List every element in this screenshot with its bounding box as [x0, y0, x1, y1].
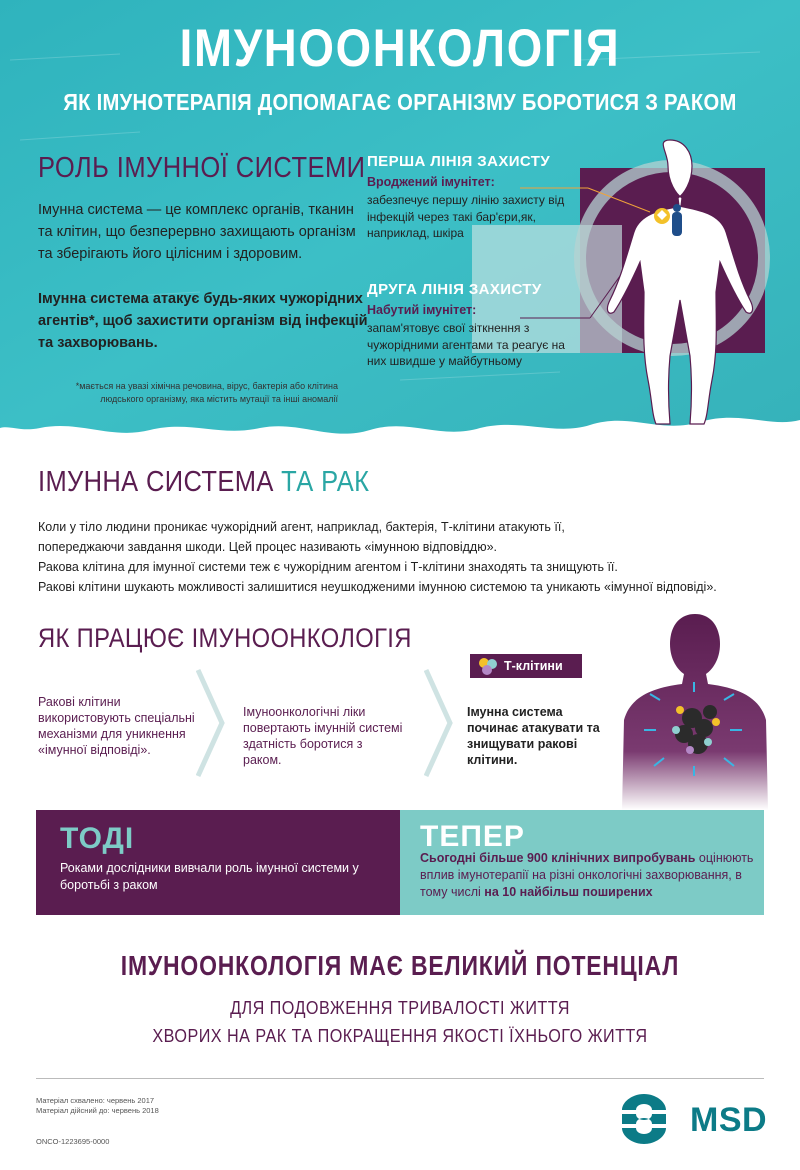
footer-divider: [36, 1078, 764, 1079]
now-text-bold-1: Сьогодні більше 900 клінічних випробувань: [420, 851, 696, 865]
cancer-title-part2: ТА РАК: [281, 466, 370, 498]
now-panel: [400, 810, 764, 915]
second-line-text: запам'ятовує свої зіткнення з чужорідними агентами та реагує на них швидше у майбутньому: [367, 321, 565, 368]
now-text-middle: оцінюють вплив імунотерапії на різні онкологічні захворювання, в тому числі: [420, 851, 754, 899]
now-text: [420, 850, 755, 901]
cancer-paragraph-2: Ракова клітина для імунної системи теж є чужорідним агентом і Т-клітини знаходять та знищують її.: [38, 560, 618, 574]
then-panel: [36, 810, 400, 915]
footer-valid: Матеріал дійсний до: червень 2018: [36, 1106, 159, 1115]
then-text: Роками дослідники вивчали роль імунної системи у боротьбі з раком: [60, 861, 359, 892]
cancer-paragraph-3: Ракові клітини шукають можливості залишитися неушкодженими імунною системою та уникають «імунної відповіді».: [38, 580, 717, 594]
how-section-title: ЯК ПРАЦЮЄ ІМУНООНКОЛОГІЯ: [38, 623, 412, 653]
footer-approved: Матеріал схвалено: червень 2017: [36, 1096, 155, 1105]
potential-line-2: ХВОРИХ НА РАК ТА ПОКРАЩЕННЯ ЯКОСТІ ЇХНЬОГО ЖИТТЯ: [152, 1026, 648, 1046]
step-2-text: Імуноонкологічні ліки повертають імунній системі здатність боротися з раком.: [243, 705, 403, 767]
step-3-text: Імунна система починає атакувати та знищувати ракові клітини.: [467, 705, 600, 767]
role-footnote: *мається на увазі хімічна речовина, вірус, бактерія або клітина людського організму, яка містить мутації та інші аномалії: [75, 381, 338, 404]
tcell-label: Т-клітини: [504, 659, 563, 673]
cancer-paragraph-1: Коли у тіло людини проникає чужорідний агент, наприклад, бактерія, Т-клітини атакують її, попереджаючи завдання шкоди. Цей процес називають «імунною відповіддю».: [38, 520, 565, 554]
torso-with-tcells-icon: [620, 610, 770, 810]
first-line-text: забезпечує першу лінію захисту від інфекцій через такі бар'єри,як, наприклад, шкіра: [367, 193, 565, 240]
first-line-subtitle: Вроджений імунітет:: [367, 175, 495, 189]
chevron-right-icon: [424, 668, 454, 778]
tcell-icon: [477, 656, 499, 676]
step-1-text: Ракові клітини використовують спеціальні механізми для уникнення «імунної відповіді».: [38, 695, 195, 757]
hero-section: [0, 0, 800, 445]
cancer-section-text: [38, 517, 778, 597]
role-text: Імунна система — це комплекс органів, тканин та клітин, що безперервно захищають організм та зберігають його цілісним і здоровим.: [38, 202, 356, 262]
cancer-title-part1: ІМУННА СИСТЕМА: [38, 466, 282, 498]
second-line-title: ДРУГА ЛІНІЯ ЗАХИСТУ: [367, 281, 542, 298]
now-text-bold-2: на 10 найбільш поширених: [484, 885, 653, 899]
chevron-right-icon: [196, 668, 226, 778]
cancer-section-title: [38, 466, 369, 499]
potential-title: ІМУНООНКОЛОГІЯ МАЄ ВЕЛИКИЙ ПОТЕНЦІАЛ: [120, 950, 680, 981]
footer-code: ONCO-1223695-0000: [36, 1137, 110, 1146]
second-line-subtitle: Набутий імунітет:: [367, 303, 477, 317]
msd-logo-text: MSD: [690, 1101, 768, 1139]
role-title: РОЛЬ ІМУННОЇ СИСТЕМИ: [38, 152, 366, 184]
potential-line-1: ДЛЯ ПОДОВЖЕННЯ ТРИВАЛОСТІ ЖИТТЯ: [230, 998, 570, 1018]
role-bold-text: Імунна система атакує будь-яких чужорідних агентів*, щоб захистити організм від інфекцій та захворювань.: [38, 291, 368, 351]
page-title: ІМУНООНКОЛОГІЯ: [179, 19, 621, 78]
page-subtitle: ЯК ІМУНОТЕРАПІЯ ДОПОМАГАЄ ОРГАНІЗМУ БОРОТИСЯ З РАКОМ: [63, 89, 737, 115]
then-title: ТОДІ: [60, 822, 135, 855]
now-title: ТЕПЕР: [420, 820, 525, 853]
first-line-title: ПЕРША ЛІНІЯ ЗАХИСТУ: [367, 153, 551, 170]
